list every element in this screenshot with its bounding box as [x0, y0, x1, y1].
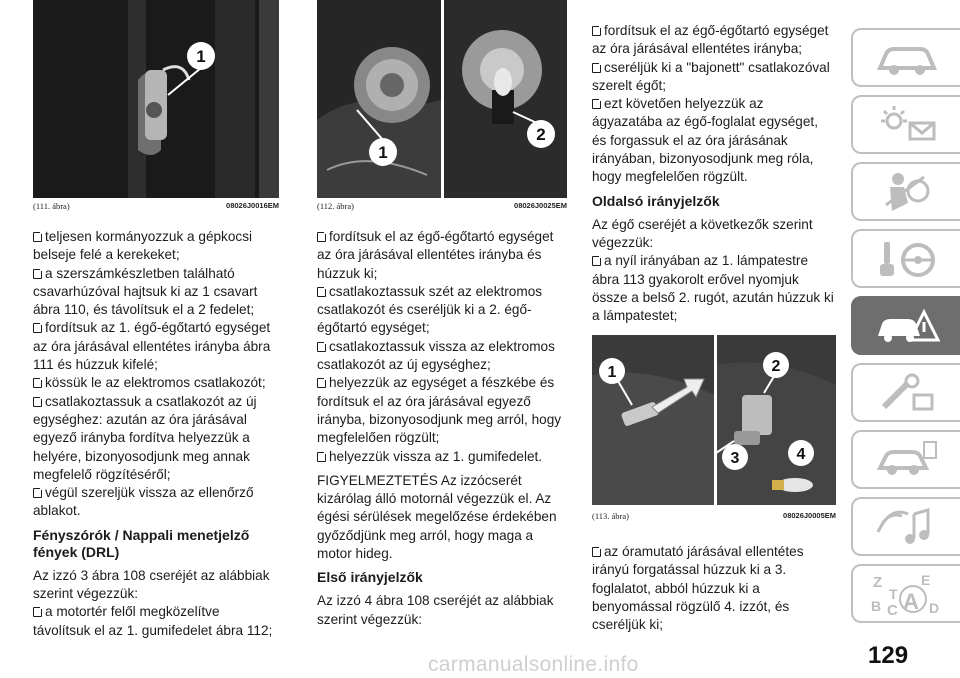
- bullet-icon: [33, 323, 42, 333]
- page-number: 129: [868, 642, 909, 669]
- column-2-text: [317, 228, 567, 629]
- watermark: carmanualsonline.info: [428, 653, 639, 676]
- figure-113-illustration: [592, 335, 836, 505]
- figure-caption: (111. ábra): [33, 201, 70, 211]
- column-2: [317, 0, 567, 629]
- section-heading: Fényszórók / Nappali menetjelző fények (DRL): [33, 526, 250, 560]
- paragraph: Az izzó 4 ábra 108 cseréjét az alábbiak szerint végezzük:: [317, 593, 554, 627]
- tab-service-tools[interactable]: [851, 363, 960, 422]
- index-letter: D: [928, 599, 939, 616]
- figure-113-label-4: 4: [796, 446, 806, 463]
- index-letter: A: [902, 588, 919, 614]
- car-specs-icon: [872, 438, 942, 482]
- index-letter: C: [886, 601, 898, 619]
- index-letter: T: [888, 585, 898, 602]
- bullet-icon: [592, 26, 601, 36]
- figure-112-caption: [317, 201, 567, 211]
- figure-code: 08026J0016EM: [226, 201, 279, 210]
- figure-112-illustration: [317, 0, 567, 198]
- list-item: fordítsuk az 1. égő-égőtartó egységet az óra járásával ellentétes irányba ábra 111 és húzzuk kifelé;: [33, 320, 271, 373]
- figure-113: [592, 335, 836, 505]
- list-item: csatlakoztassuk szét az elektromos csatlakozót és cseréljük ki a 2. égő-égőtartó egységet;: [317, 283, 543, 336]
- figure-111-illustration: [33, 0, 279, 198]
- figure-112-label-1: 1: [378, 143, 388, 162]
- breakdown-car-icon: [872, 304, 942, 348]
- bullet-icon: [317, 452, 326, 462]
- list-item: cseréljük ki a "bajonett" csatlakozóval szerelt égőt;: [592, 59, 830, 93]
- index-letter: E: [920, 571, 930, 588]
- figure-code: 08026J0005EM: [783, 511, 836, 520]
- tab-warning-lights[interactable]: [851, 95, 960, 154]
- service-tools-icon: [872, 371, 942, 415]
- index-letter: Z: [872, 573, 882, 591]
- figure-112-label-2: 2: [536, 125, 546, 144]
- tab-multimedia[interactable]: [851, 497, 960, 556]
- figure-113-caption: [592, 511, 836, 521]
- airbag-passenger-icon: [872, 169, 942, 215]
- list-item: helyezzük vissza az 1. gumifedelet.: [317, 448, 567, 466]
- tab-car-dashboard[interactable]: [851, 28, 960, 87]
- bullet-icon: [33, 397, 42, 407]
- figure-111: [33, 0, 279, 198]
- figure-caption: (113. ábra): [592, 511, 629, 521]
- bullet-icon: [592, 547, 601, 557]
- bullet-icon: [592, 256, 601, 266]
- car-dashboard-icon: [872, 38, 942, 78]
- section-heading: Első irányjelzők: [317, 569, 423, 586]
- bullet-icon: [317, 378, 326, 388]
- tab-key-steering-wheel[interactable]: [851, 229, 960, 288]
- column-3: [592, 0, 836, 633]
- section-heading: Oldalsó irányjelzők: [592, 192, 720, 209]
- bullet-icon: [317, 287, 326, 297]
- bullet-icon: [592, 99, 601, 109]
- tab-alphabetical-index[interactable]: [851, 564, 960, 623]
- multimedia-icon: [872, 504, 942, 550]
- warning-lights-icon: [872, 103, 942, 147]
- list-item: fordítsuk el az égő-égőtartó egységet az óra járásával ellentétes irányba;: [592, 23, 829, 57]
- tab-airbag-passenger[interactable]: [851, 162, 960, 221]
- tab-breakdown[interactable]: [851, 296, 960, 355]
- paragraph: Az égő cseréjét a következők szerint végezzük:: [592, 216, 813, 250]
- bullet-icon: [33, 269, 42, 279]
- list-item: teljesen kormányozzuk a gépkocsi belseje felé a kerekeket;: [33, 229, 253, 263]
- list-item: csatlakoztassuk vissza az elektromos csatlakozót az új egységhez;: [317, 338, 555, 373]
- key-steering-wheel-icon: [872, 236, 942, 282]
- bullet-icon: [33, 378, 42, 388]
- list-item: kössük le az elektromos csatlakozót;: [33, 374, 279, 392]
- bullet-icon: [33, 607, 42, 617]
- bullet-icon: [33, 488, 42, 498]
- figure-111-caption: [33, 201, 279, 211]
- alphabetical-index-icon: [867, 569, 947, 619]
- list-item: a szerszámkészletben található csavarhúzóval hajtsuk ki az 1 csavart ábra 110, és távolítsuk el a 2 fedelet;: [33, 265, 258, 318]
- figure-111-label-1: 1: [196, 47, 206, 66]
- bullet-icon: [33, 232, 42, 242]
- tab-car-specs[interactable]: [851, 430, 960, 489]
- list-item: a nyíl irányában az 1. lámpatestre ábra 113 gyakorolt erővel nyomjuk össze a belső 2. rugót, azután húzzuk ki a lámpatestet;: [592, 253, 834, 324]
- paragraph: Az izzó 3 ábra 108 cseréjét az alábbiak szerint végezzük:: [33, 567, 270, 602]
- figure-113-label-2: 2: [771, 358, 781, 375]
- bullet-icon: [317, 342, 326, 352]
- column-1: [33, 0, 279, 640]
- column-3-text-bottom: [592, 543, 836, 634]
- list-item: az óramutató járásával ellentétes irányú forgatással húzzuk ki a 3. foglalatot, abból húzzuk ki a benyomással rögzülő 4. izzót, és cseréljük ki;: [592, 544, 804, 633]
- list-item: ezt követően helyezzük az ágyazatába az égő-foglalat egységet, és forgassuk el az óra járásának irányában, bizonyosodjunk meg róla, hogy megfelelően rögzült.: [592, 96, 818, 185]
- list-item: helyezzük az egységet a fészkébe és fordítsuk el az óra járásával egyező irányba, bizonyosodjunk meg arról, hogy megfelelően rögzült;: [317, 375, 562, 446]
- bullet-icon: [317, 232, 326, 242]
- index-letter: B: [870, 597, 881, 614]
- warning-paragraph: FIGYELMEZTETÉS Az izzócserét kizárólag álló motornál végezzük el. Az égési sérülések megelőzése érdekében győződjünk meg arról, hogy maga a motor hideg.: [317, 472, 557, 562]
- list-item: a motortér felől megközelítve távolítsuk el az 1. gumifedelet ábra 112;: [33, 604, 273, 638]
- column-3-text-top: [592, 22, 836, 325]
- figure-code: 08026J0025EM: [514, 201, 567, 210]
- figure-113-label-1: 1: [607, 364, 617, 381]
- list-item: végül szereljük vissza az ellenőrző ablakot.: [33, 485, 254, 519]
- list-item: csatlakoztassuk a csatlakozót az új egységhez: azután az óra járásával egyező irányba fordítva helyezzük a helyére, bizonyosodjunk meg annak megfelelő rögzítéséről;: [33, 393, 257, 482]
- bullet-icon: [592, 63, 601, 73]
- list-item: fordítsuk el az égő-égőtartó egységet az óra járásával ellentétes irányba és húzzuk ki;: [317, 229, 554, 281]
- figure-113-label-3: 3: [730, 450, 740, 467]
- figure-112: [317, 0, 567, 198]
- figure-caption: (112. ábra): [317, 201, 354, 211]
- column-1-text: [33, 228, 279, 640]
